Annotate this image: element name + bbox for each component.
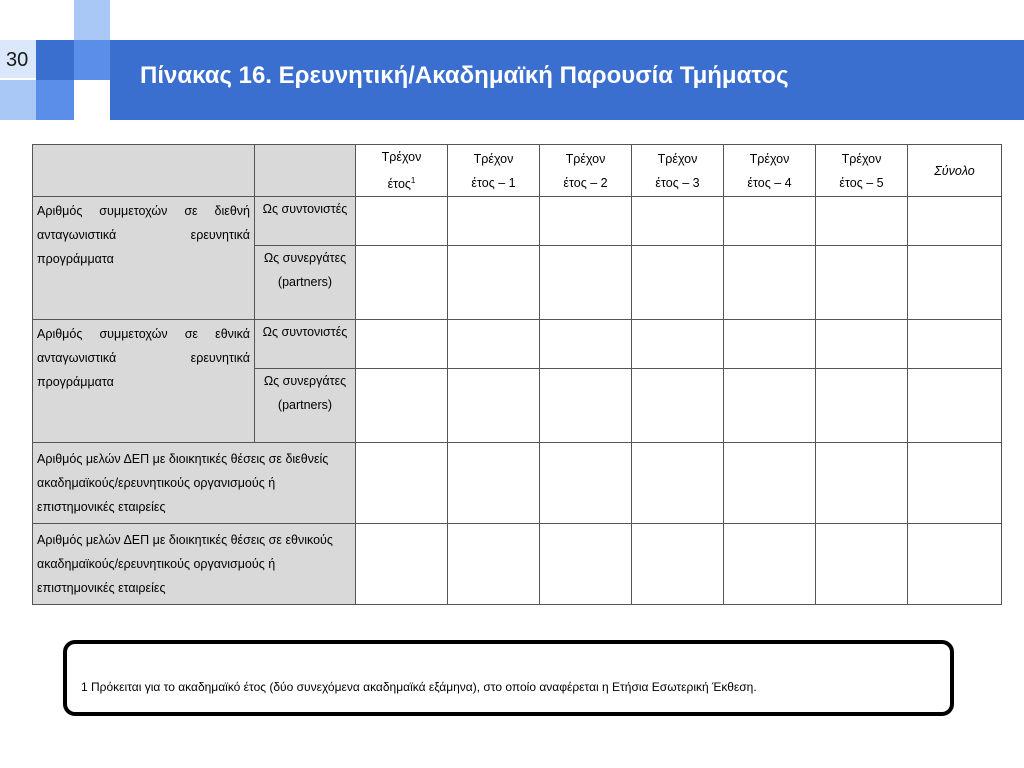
data-cell[interactable] bbox=[540, 197, 632, 246]
data-cell[interactable] bbox=[724, 320, 816, 369]
sub-row-label: Ως συντονιστές bbox=[255, 197, 356, 246]
data-cell[interactable] bbox=[448, 524, 540, 605]
decor-square bbox=[0, 80, 36, 120]
table-row bbox=[33, 443, 1002, 524]
footnote-box bbox=[63, 640, 954, 716]
data-cell[interactable] bbox=[724, 369, 816, 443]
research-presence-table bbox=[32, 144, 1002, 605]
data-cell[interactable] bbox=[632, 443, 724, 524]
data-cell[interactable] bbox=[540, 443, 632, 524]
data-cell[interactable] bbox=[908, 443, 1002, 524]
data-cell[interactable] bbox=[724, 524, 816, 605]
data-cell[interactable] bbox=[540, 369, 632, 443]
table-row bbox=[33, 197, 1002, 246]
data-cell[interactable] bbox=[540, 320, 632, 369]
data-cell[interactable] bbox=[540, 524, 632, 605]
data-cell[interactable] bbox=[816, 443, 908, 524]
data-cell[interactable] bbox=[632, 320, 724, 369]
row-group-label: Αριθμός συμμετοχών σε εθνικά ανταγωνιστικά ερευνητικά προγράμματα bbox=[33, 320, 255, 443]
data-cell[interactable] bbox=[908, 369, 1002, 443]
data-cell[interactable] bbox=[816, 369, 908, 443]
page-number: 30 bbox=[6, 49, 29, 71]
data-cell[interactable] bbox=[448, 443, 540, 524]
header-row bbox=[33, 145, 1002, 197]
footnote-text: 1 Πρόκειται για το ακαδημαϊκό έτος (δύο συνεχόμενα ακαδημαϊκά εξάμηνα), στο οποίο αναφέρεται η Ετήσια Εσωτερική Έκθεση. bbox=[81, 680, 757, 694]
data-cell[interactable] bbox=[632, 369, 724, 443]
data-cell[interactable] bbox=[632, 246, 724, 320]
year-header: Τρέχον έτος – 3 bbox=[632, 145, 724, 197]
data-cell[interactable] bbox=[632, 524, 724, 605]
row-group-label: Αριθμός συμμετοχών σε διεθνή ανταγωνιστικά ερευνητικά προγράμματα bbox=[33, 197, 255, 320]
row-label: Αριθμός μελών ΔΕΠ με διοικητικές θέσεις σε εθνικούς ακαδημαϊκούς/ερευνητικούς οργανισμούς ή επιστημονικές εταιρείες bbox=[33, 524, 356, 605]
data-cell[interactable] bbox=[448, 369, 540, 443]
data-cell[interactable] bbox=[356, 320, 448, 369]
data-cell[interactable] bbox=[816, 246, 908, 320]
data-cell[interactable] bbox=[540, 246, 632, 320]
sub-row-label: Ως συνεργάτες (partners) bbox=[255, 369, 356, 443]
data-cell[interactable] bbox=[356, 524, 448, 605]
data-cell[interactable] bbox=[816, 320, 908, 369]
total-header: Σύνολο bbox=[908, 145, 1002, 197]
data-cell[interactable] bbox=[356, 443, 448, 524]
data-cell[interactable] bbox=[816, 197, 908, 246]
data-cell[interactable] bbox=[448, 320, 540, 369]
decor-square bbox=[36, 80, 74, 120]
decor-square bbox=[74, 0, 110, 40]
header-empty-cell bbox=[255, 145, 356, 197]
year-header: Τρέχον έτος – 1 bbox=[448, 145, 540, 197]
data-cell[interactable] bbox=[448, 246, 540, 320]
data-cell[interactable] bbox=[356, 246, 448, 320]
row-label: Αριθμός μελών ΔΕΠ με διοικητικές θέσεις σε διεθνείς ακαδημαϊκούς/ερευνητικούς οργανισμούς ή επιστημονικές εταιρείες bbox=[33, 443, 356, 524]
table-row bbox=[33, 524, 1002, 605]
year-header: Τρέχον έτος – 4 bbox=[724, 145, 816, 197]
data-cell[interactable] bbox=[724, 443, 816, 524]
slide-title: Πίνακας 16. Ερευνητική/Ακαδημαϊκή Παρουσία Τμήματος bbox=[140, 62, 789, 89]
title-bar-accent bbox=[36, 40, 74, 80]
data-cell[interactable] bbox=[908, 197, 1002, 246]
data-cell[interactable] bbox=[908, 320, 1002, 369]
data-cell[interactable] bbox=[356, 197, 448, 246]
year-header: Τρέχον έτος – 2 bbox=[540, 145, 632, 197]
year-header: Τρέχον έτος$^1$ bbox=[356, 145, 448, 197]
data-cell[interactable] bbox=[724, 197, 816, 246]
sub-row-label: Ως συντονιστές bbox=[255, 320, 356, 369]
year-header: Τρέχον έτος – 5 bbox=[816, 145, 908, 197]
table-row bbox=[33, 320, 1002, 369]
sub-row-label: Ως συνεργάτες (partners) bbox=[255, 246, 356, 320]
data-cell[interactable] bbox=[816, 524, 908, 605]
data-cell[interactable] bbox=[632, 197, 724, 246]
data-cell[interactable] bbox=[908, 246, 1002, 320]
data-cell[interactable] bbox=[908, 524, 1002, 605]
data-cell[interactable] bbox=[724, 246, 816, 320]
data-cell[interactable] bbox=[356, 369, 448, 443]
decor-square bbox=[74, 40, 110, 80]
header-empty-cell bbox=[33, 145, 255, 197]
data-cell[interactable] bbox=[448, 197, 540, 246]
